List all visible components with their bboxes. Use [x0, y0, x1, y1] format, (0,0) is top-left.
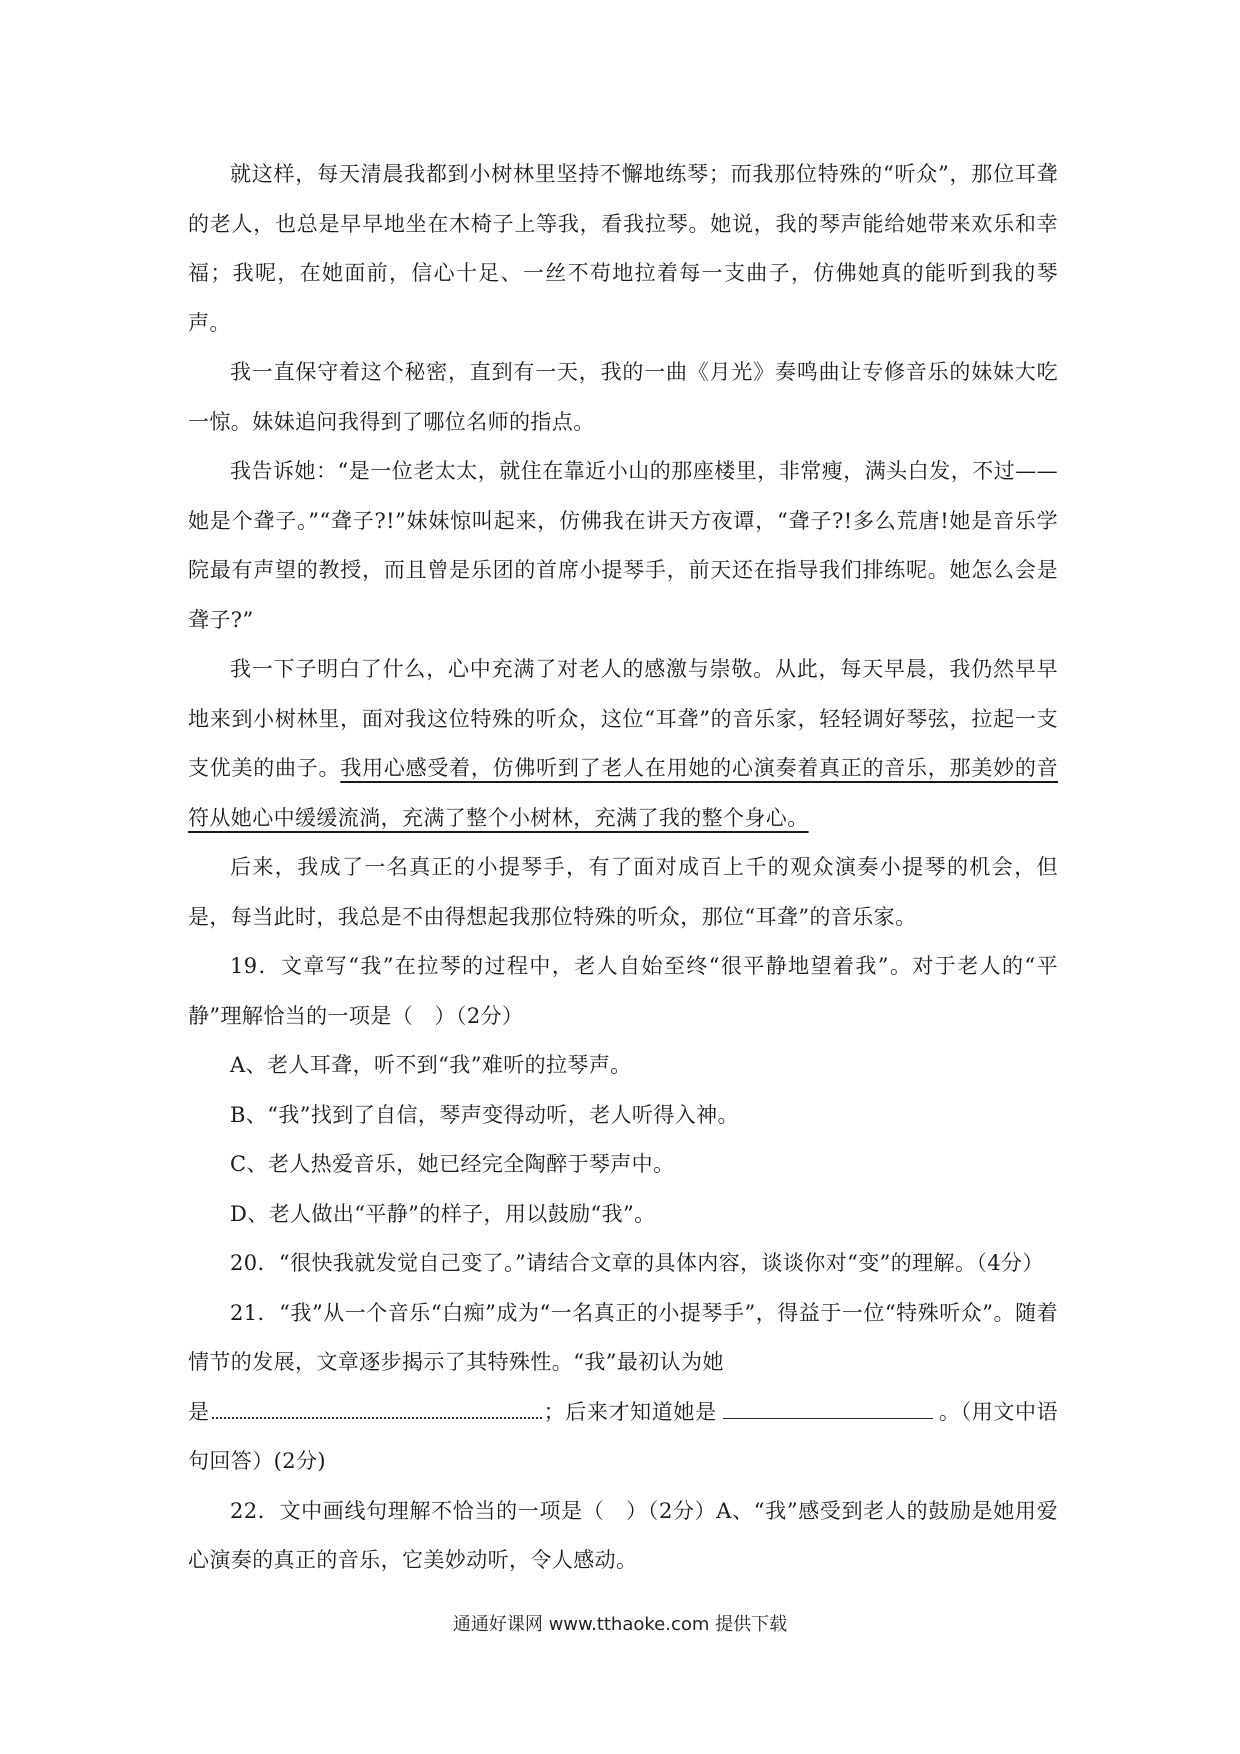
- document-body: [188, 150, 1058, 1586]
- answer-blank-2[interactable]: [723, 1398, 933, 1419]
- answer-blank-1[interactable]: [212, 1397, 542, 1419]
- question-19-option-a: A、老人耳聋，听不到“我”难听的拉琴声。: [230, 1053, 632, 1077]
- question-19-option-b: B、“我”找到了自信，琴声变得动听，老人听得入神。: [230, 1102, 739, 1127]
- question-21-prefix: 是: [188, 1399, 210, 1424]
- paragraph-4-text: 我一下子明白了什么，心中充满了对老人的感激与崇敬。从此，每天早晨，我仍然早早地来到小树林里，面对我这位特殊的听众，这位“耳聋”的音乐家，轻轻调好琴弦，拉起一支支优美的曲子。: [188, 657, 1058, 780]
- question-21: 21．“我”从一个音乐“白痴”成为“一名真正的小提琴手”，得益于一位“特殊听众”。随着情节的发展，文章逐步揭示了其特殊性。“我”最初认为她: [188, 1300, 1058, 1374]
- page-footer: 通通好课网 www.tthaoke.com 提供下载: [452, 1614, 788, 1635]
- underlined-sentence: 我用心感受着，仿佛听到了老人在用她的心演奏着真正的音乐，那美妙的音符从她心中缓缓流淌，充满了整个小树林，充满了我的整个身心。: [188, 756, 1058, 830]
- question-21-middle: ；后来才知道她是: [543, 1399, 717, 1424]
- paragraph-2: 我一直保守着这个秘密，直到有一天，我的一曲《月光》奏鸣曲让专修音乐的妹妹大吃一惊。妹妹追问我得到了哪位名师的指点。: [188, 360, 1058, 434]
- question-19-option-d: D、老人做出“平静”的样子，用以鼓励“我”。: [230, 1201, 656, 1226]
- question-20: 20．“很快我就发觉自己变了。”请结合文章的具体内容，谈谈你对“变”的理解。（4分）: [230, 1251, 1044, 1275]
- paragraph-4: [188, 645, 1058, 843]
- question-21-suffix: 。（用文中语句回答）(2分): [188, 1399, 1058, 1473]
- paragraph-1: 就这样，每天清晨我都到小树林里坚持不懈地练琴；而我那位特殊的“听众”，那位耳聋的老人，也总是早早地坐在木椅子上等我，看我拉琴。她说，我的琴声能给她带来欢乐和幸福；我呢，在她面前，信心十足、一丝不苟地拉着每一支曲子，仿佛她真的能听到我的琴声。: [188, 162, 1058, 335]
- paragraph-5: 后来，我成了一名真正的小提琴手，有了面对成百上千的观众演奏小提琴的机会，但是，每当此时，我总是不由得想起我那位特殊的听众，那位“耳聋”的音乐家。: [188, 855, 1058, 929]
- question-22: 22．文中画线句理解不恰当的一项是（ ）（2分）A、“我”感受到老人的鼓励是她用爱心演奏的真正的音乐，它美妙动听，令人感动。: [188, 1498, 1058, 1572]
- question-19-option-c: C、老人热爱音乐，她已经完全陶醉于琴声中。: [230, 1152, 675, 1176]
- question-19: 19．文章写“我”在拉琴的过程中，老人自始至终“很平静地望着我”。对于老人的“平静”理解恰当的一项是（ ）（2分）: [188, 954, 1058, 1028]
- question-21-fill: [188, 1388, 1058, 1487]
- paragraph-3: 我告诉她：“是一位老太太，就住在靠近小山的那座楼里，非常瘦，满头白发，不过——她是个聋子。”“聋子?!”妹妹惊叫起来，仿佛我在讲天方夜谭，“聋子?!多么荒唐!她是音乐学院最有声望的教授，而且曾是乐团的首席小提琴手，前天还在指导我们排练呢。她怎么会是聋子?”: [188, 459, 1058, 632]
